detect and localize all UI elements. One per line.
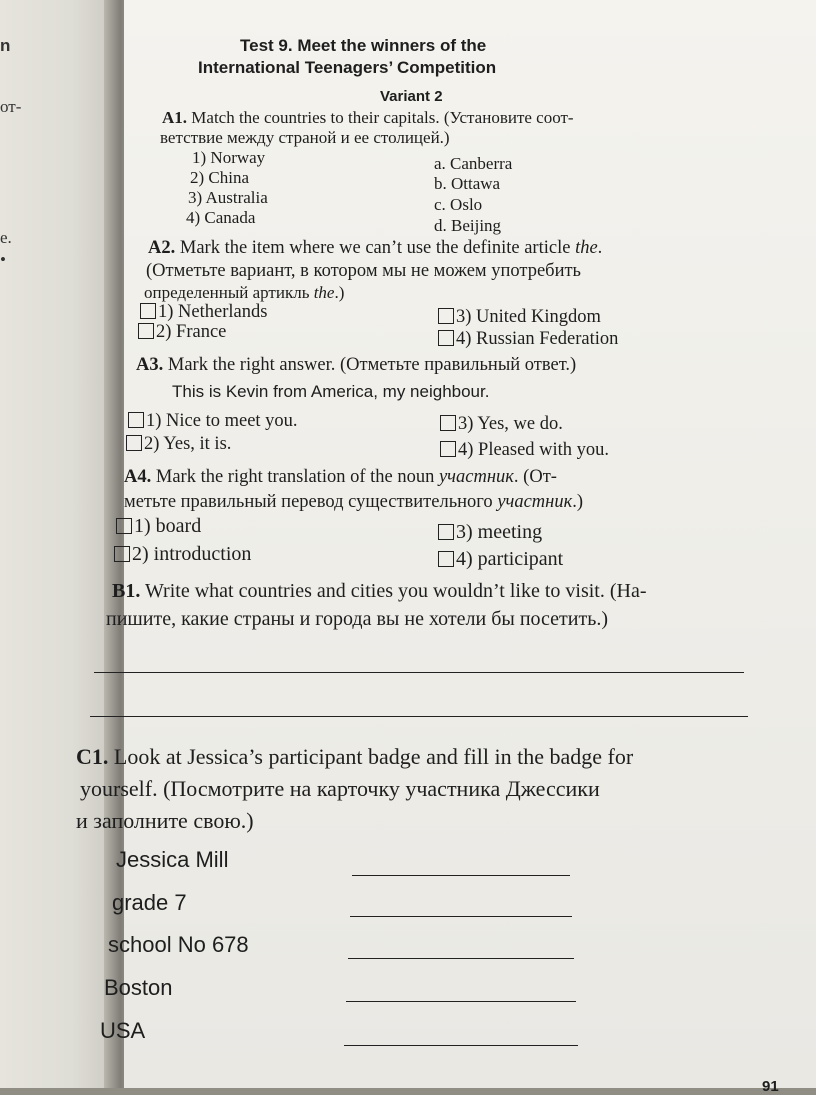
checkbox[interactable]	[438, 308, 454, 324]
a3-option-label: 3) Yes, we do.	[458, 414, 563, 434]
left-page-fragment: n	[0, 36, 11, 55]
a2-option[interactable]	[140, 302, 267, 323]
c1-instruction-text: Look at Jessica’s participant badge and fill in the badge for	[108, 744, 634, 769]
checkbox[interactable]	[128, 412, 144, 428]
a4-option[interactable]	[116, 515, 201, 538]
a2-instruction-emphasis: the	[575, 238, 598, 258]
a4-option[interactable]	[438, 548, 563, 571]
a4-instruction-text: Mark the right translation of the noun	[151, 467, 439, 487]
c1-instruction-line-2	[80, 776, 600, 802]
a1-capital: d. Beijing	[434, 216, 502, 235]
badge-field-name: Jessica Mill	[116, 847, 229, 872]
a3-option-label: 1) Nice to meet you.	[146, 411, 298, 431]
a3-instruction-text: Mark the right answer. (Отметьте правильный ответ.)	[163, 355, 577, 375]
a3-option[interactable]	[128, 411, 298, 432]
a2-instruction-line-2: (Отметьте вариант, в котором мы не можем употребить	[146, 261, 581, 281]
a2-option-label: 1) Netherlands	[158, 302, 268, 322]
checkbox[interactable]	[116, 518, 132, 534]
a3-option-label: 4) Pleased with you.	[458, 440, 610, 460]
a4-option[interactable]	[438, 521, 542, 544]
checkbox[interactable]	[440, 441, 456, 457]
c1-number: C1.	[76, 744, 109, 769]
a4-instruction-line-2-text: метьте правильный перевод существительного	[124, 492, 498, 512]
a3-instruction	[136, 355, 576, 376]
checkbox[interactable]	[438, 330, 454, 346]
b1-answer-line[interactable]	[94, 672, 744, 673]
a1-capital: a. Canberra	[434, 154, 513, 173]
page-number: 91	[762, 1078, 779, 1095]
badge-field-country: USA	[100, 1018, 146, 1043]
c1-instruction	[76, 744, 633, 770]
a3-prompt: This is Kevin from America, my neighbour.	[172, 382, 490, 401]
badge-answer-line[interactable]	[350, 916, 572, 917]
variant-label: Variant 2	[380, 88, 443, 105]
checkbox[interactable]	[440, 415, 456, 431]
a3-option[interactable]	[440, 414, 563, 435]
left-page-fragment: от-	[0, 97, 22, 116]
badge-answer-line[interactable]	[352, 875, 570, 876]
c1-instruction-line-2-en: yourself.	[80, 776, 158, 801]
a2-instruction-text: Mark the item where we can’t use the definite article	[175, 238, 576, 258]
a1-instruction-text: Match the countries to their capitals. (Установите соот-	[187, 108, 574, 127]
a4-instruction	[124, 467, 557, 488]
badge-field-city: Boston	[104, 975, 173, 1000]
a4-option-label: 2) introduction	[132, 543, 252, 565]
a4-number: A4.	[124, 467, 152, 487]
left-page-fragment: •	[0, 250, 6, 269]
a2-instruction	[148, 238, 602, 259]
checkbox[interactable]	[114, 546, 130, 562]
a4-option-label: 1) board	[134, 515, 202, 537]
a2-option[interactable]	[438, 329, 618, 350]
a4-instruction-line-2-end: .)	[572, 492, 584, 512]
a1-country: 3) Australia	[188, 188, 268, 207]
c1-instruction-line-2-ru: (Посмотрите на карточку участника Джессики	[157, 776, 600, 801]
b1-instruction-line-2: пишите, какие страны и города вы не хотели бы посетить.)	[106, 608, 608, 630]
a2-instruction-line-3	[144, 283, 344, 303]
b1-answer-line[interactable]	[90, 716, 748, 717]
badge-field-grade: grade 7	[112, 890, 187, 915]
a2-instruction-line-3-text: определенный артикль	[144, 283, 314, 302]
a4-option-label: 3) meeting	[456, 521, 543, 543]
a1-country: 2) China	[190, 168, 250, 187]
left-page	[0, 0, 120, 1088]
a2-number: A2.	[148, 238, 176, 258]
a2-option-label: 2) France	[156, 322, 227, 342]
a4-instruction-end: . (От-	[513, 467, 557, 487]
badge-answer-line[interactable]	[344, 1045, 578, 1046]
a4-instruction-line-2	[124, 492, 583, 513]
a3-option[interactable]	[126, 434, 231, 455]
a2-option[interactable]	[438, 307, 601, 328]
a1-number: A1.	[162, 108, 188, 127]
badge-field-school: school No 678	[108, 932, 249, 957]
b1-number: B1.	[112, 580, 141, 602]
a4-option-label: 4) participant	[456, 548, 564, 570]
a2-instruction-line-3-emphasis: the	[313, 283, 335, 302]
a3-option[interactable]	[440, 440, 609, 461]
a3-number: A3.	[136, 355, 164, 375]
a1-instruction	[162, 108, 574, 128]
checkbox[interactable]	[138, 323, 154, 339]
a2-option[interactable]	[138, 322, 226, 343]
test-title-line-1: Test 9. Meet the winners of the	[240, 36, 487, 55]
b1-instruction	[112, 580, 646, 603]
worksheet-page	[76, 0, 816, 1095]
checkbox[interactable]	[438, 551, 454, 567]
badge-answer-line[interactable]	[348, 958, 574, 959]
badge-answer-line[interactable]	[346, 1001, 576, 1002]
a4-instruction-emphasis: участник	[438, 467, 514, 487]
b1-instruction-text: Write what countries and cities you wouldn’t like to visit. (На-	[140, 580, 647, 602]
checkbox[interactable]	[438, 524, 454, 540]
a2-option-label: 3) United Kingdom	[456, 307, 601, 327]
checkbox[interactable]	[140, 303, 156, 319]
left-page-fragment: e.	[0, 228, 12, 247]
a2-option-label: 4) Russian Federation	[456, 329, 619, 349]
a4-instruction-line-2-emphasis: участник	[497, 492, 573, 512]
checkbox[interactable]	[126, 435, 142, 451]
a1-instruction-line-2: ветствие между страной и ее столицей.)	[160, 128, 450, 147]
a1-country: 1) Norway	[192, 148, 266, 167]
a1-capital: c. Oslo	[434, 195, 483, 214]
a4-option[interactable]	[114, 543, 251, 566]
a3-option-label: 2) Yes, it is.	[144, 434, 232, 454]
a1-capital: b. Ottawa	[434, 174, 501, 193]
c1-instruction-line-3: и заполните свою.)	[76, 808, 254, 833]
a1-country: 4) Canada	[186, 208, 256, 227]
test-title-line-2: International Teenagers’ Competition	[198, 58, 497, 77]
a2-instruction-end: .	[597, 238, 603, 258]
a2-instruction-line-3-end: .)	[334, 283, 345, 302]
